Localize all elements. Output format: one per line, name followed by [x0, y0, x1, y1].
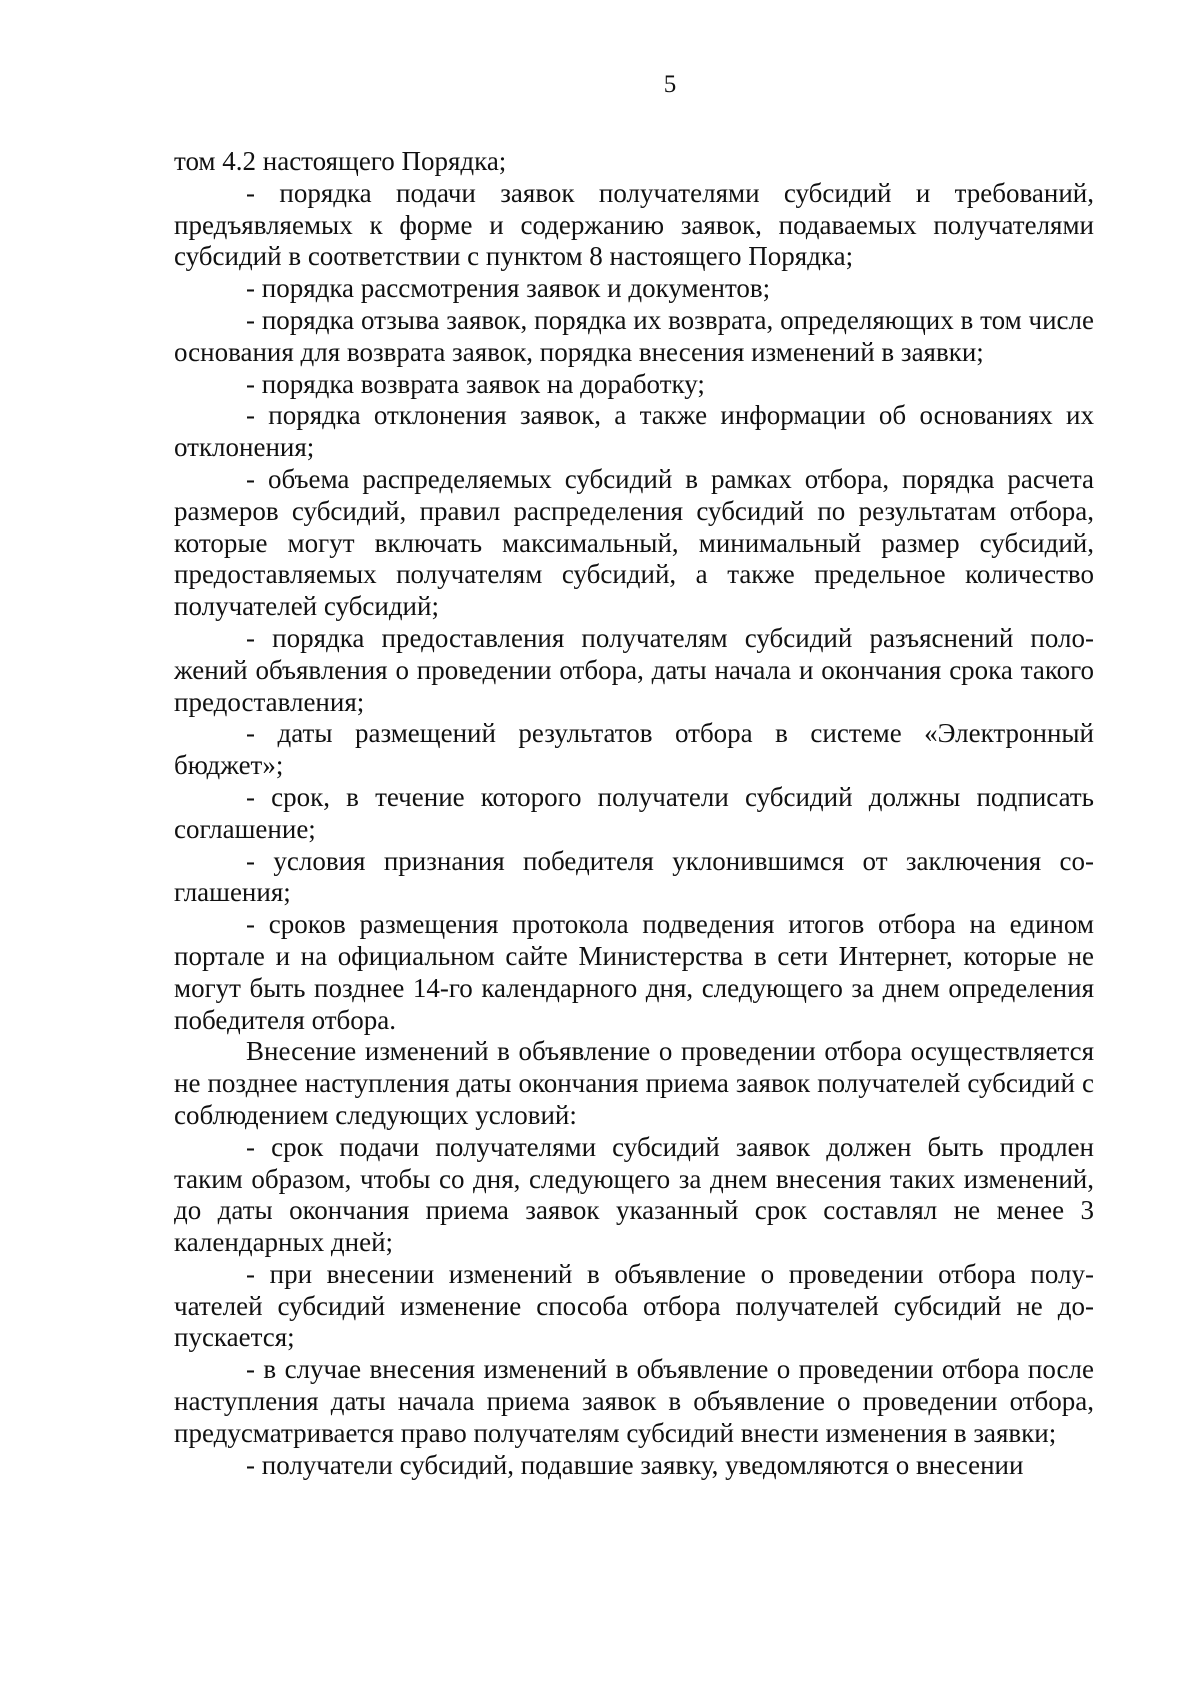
list-item-protocol-deadlines: - сроков размещения протокола подведения итогов отбора на едином портале и на официальном сайте Министерства в сети Интернет, которые не могут быть позднее 14-го календарного дня, следующего за днем определения победителя отбора. — [174, 909, 1094, 1035]
list-item-evasion-conditions: - условия признания победителя уклонившимся от заключения соглашения; — [174, 845, 1094, 908]
list-item-notification: - получатели субсидий, подавшие заявку, уведомляются о внесении — [246, 1449, 1024, 1480]
document-body — [174, 146, 1094, 1481]
list-item-results-publication: - даты размещений результатов отбора в системе «Электронный бюджет»; — [174, 718, 1094, 781]
list-item-withdrawal-procedure: - порядка отзыва заявок, порядка их возврата, определяющих в том числе основания для возврата заявок, порядка внесения изменений в заявки; — [174, 304, 1094, 367]
list-item-submission-procedure: - порядка подачи заявок получателями субсидий и требований, предъявляемых к форме и содержанию заявок, подаваемых получателями субсидий в соответствии с пунктом 8 настоящего Порядка; — [174, 177, 1094, 272]
paragraph-amendments: Внесение изменений в объявление о проведении отбора осуществляется не позднее наступления даты окончания приема заявок получателей субсидий с соблюдением следующих условий: — [174, 1036, 1094, 1130]
list-item-review-procedure: - порядка рассмотрения заявок и документов; — [246, 273, 771, 304]
list-item-rejection-procedure: - порядка отклонения заявок, а также информации об основаниях их отклонения; — [174, 400, 1094, 463]
page-number: 5 — [663, 71, 677, 98]
list-item-signing-deadline: - срок, в течение которого получатели субсидий должны подписать соглашение; — [174, 781, 1094, 844]
list-item-application-changes: - в случае внесения изменений в объявление о проведении отбора после наступления даты начала приема заявок в объявление о проведении отбора, предусматривается право получателям субсидий внести изменения в заявки; — [174, 1354, 1094, 1448]
list-item-clarification-procedure: - порядка предоставления получателям субсидий разъяснений положений объявления о проведении отбора, даты начала и окончания срока такого предоставления; — [174, 622, 1094, 717]
list-item-deadline-extension: - срок подачи получателями субсидий заявок должен быть продлен таким образом, чтобы со дня, следующего за днем внесения таких изменений, до даты окончания приема заявок указанный срок составлял не менее 3 календарных дней; — [174, 1131, 1094, 1258]
list-item-return-procedure: - порядка возврата заявок на доработку; — [246, 368, 705, 399]
paragraph-continuation: том 4.2 настоящего Порядка; — [174, 146, 507, 176]
list-item-subsidy-volume: - объема распределяемых субсидий в рамках отбора, порядка расчета размеров субсидий, правил распределения субсидий по результатам отбора, которые могут включать максимальный, минимальный размер субсидий, предоставляемых получателям субсидий, а также предельное количество получателей субсидий; — [174, 463, 1094, 622]
list-item-method-change: - при внесении изменений в объявление о проведении отбора получателей субсидий изменение способа отбора получателей субсидий не допускается; — [174, 1258, 1094, 1353]
